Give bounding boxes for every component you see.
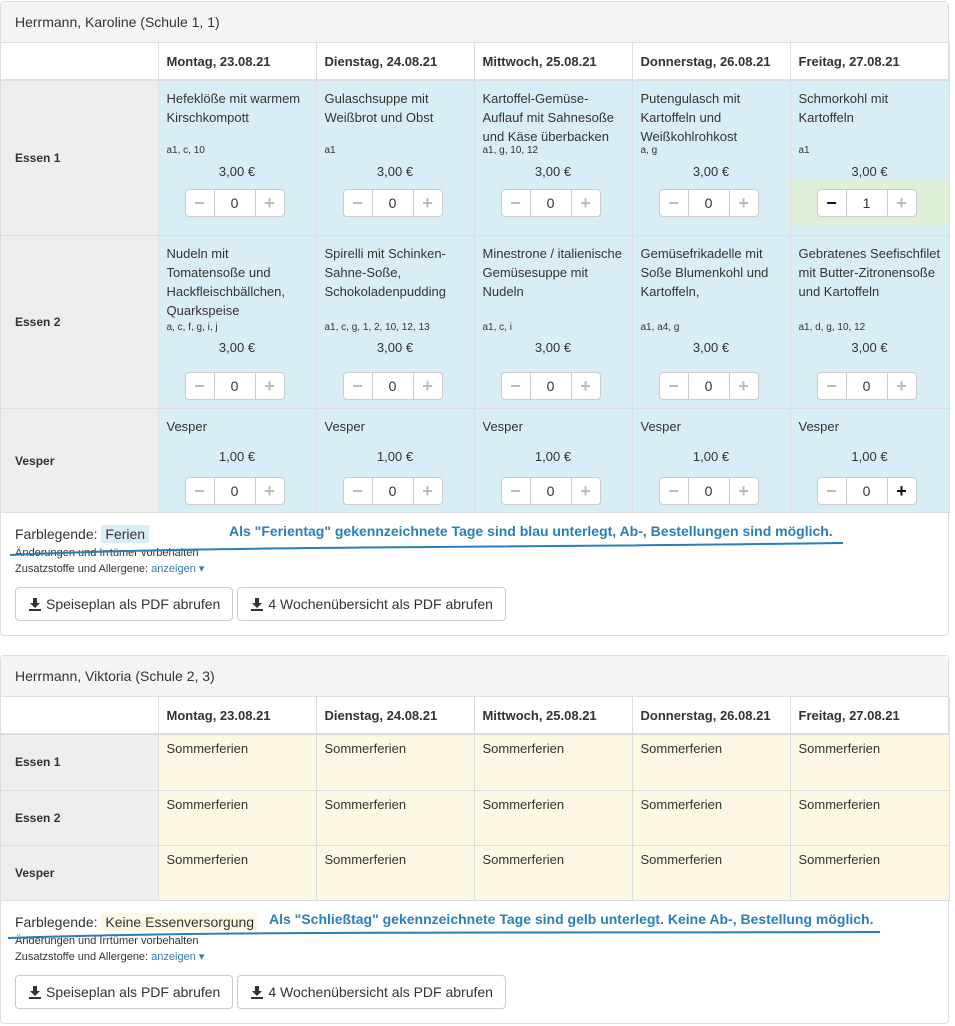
increment-button[interactable]: + [413, 189, 443, 217]
meal-cell [158, 80, 316, 236]
quantity-input[interactable]: 0 [847, 372, 887, 400]
meal-name: Vesper [166, 419, 207, 434]
meal-price: 3,00 € [218, 340, 256, 355]
quantity-stepper [817, 372, 941, 400]
quantity-input[interactable]: 0 [373, 372, 413, 400]
meal-price: 3,00 € [692, 164, 730, 179]
closed-day-cell: Sommerferien [790, 845, 949, 900]
increment-button[interactable]: + [729, 372, 759, 400]
meal-name: Spirelli mit Schinken-Sahne-Soße, Schokoladenpudding [324, 246, 446, 299]
increment-button[interactable]: + [571, 372, 601, 400]
meal-price: 3,00 € [692, 340, 730, 355]
meal-cell [316, 236, 474, 409]
legend-badge-closed: Keine Essenversorgung [101, 913, 258, 931]
meal-cell [790, 80, 949, 236]
quantity-stepper [185, 372, 309, 400]
meal-price: 1,00 € [534, 449, 572, 464]
closed-day-cell: Sommerferien [316, 790, 474, 845]
meal-price: 1,00 € [218, 449, 256, 464]
quantity-stepper [343, 189, 467, 217]
quantity-input[interactable]: 0 [689, 477, 729, 505]
four-week-pdf-label: 4 Wochenübersicht als PDF abrufen [268, 596, 493, 612]
meal-cell [474, 80, 632, 236]
meal-name: Hefeklöße mit warmem Kirschkompott [166, 91, 301, 125]
decrement-button[interactable]: − [659, 189, 689, 217]
decrement-button[interactable]: − [659, 477, 689, 505]
day-header: Montag, 23.08.21 [158, 697, 316, 734]
meal-name: Gebratenes Seefischfilet mit Butter-Zitronensoße und Kartoffeln [798, 246, 941, 299]
download-icon [250, 985, 264, 999]
quantity-input[interactable]: 0 [531, 189, 571, 217]
meal-name: Minestrone / italienische Gemüsesuppe mit Nudeln [482, 246, 622, 299]
decrement-button[interactable]: − [817, 372, 847, 400]
quantity-stepper [501, 477, 625, 505]
legend-badge-ferien: Ferien [101, 525, 149, 543]
quantity-input[interactable]: 0 [215, 372, 255, 400]
allergen-codes: a, g [640, 145, 658, 156]
quantity-input[interactable]: 1 [847, 189, 887, 217]
annotation-closed: Als "Schließtag" gekennzeichnete Tage sind gelb unterlegt. Keine Ab-, Bestellung möglich. [269, 910, 874, 927]
download-icon [28, 597, 42, 611]
additives-label: Zusatzstoffe und Allergene: [15, 950, 149, 963]
additives-line [15, 949, 934, 965]
legend-label: Farblegende: [15, 526, 98, 542]
allergen-codes: a1 [324, 145, 336, 156]
meal-price: 3,00 € [534, 340, 572, 355]
increment-button[interactable]: + [413, 372, 443, 400]
increment-button[interactable]: + [887, 477, 917, 505]
meal-cell [316, 409, 474, 513]
additives-toggle-link[interactable]: anzeigen ▾ [151, 563, 205, 575]
quantity-stepper [185, 477, 309, 505]
meal-name: Nudeln mit Tomatensoße und Hackfleischbällchen, Quarkspeise [166, 246, 286, 318]
additives-toggle-link[interactable]: anzeigen ▾ [151, 950, 205, 963]
quantity-stepper [343, 372, 467, 400]
four-week-pdf-button[interactable] [237, 587, 506, 621]
meal-price: 3,00 € [534, 164, 572, 179]
disclaimer: Änderungen und Irrtümer vorbehalten [15, 547, 199, 559]
quantity-input[interactable]: 0 [215, 189, 255, 217]
speiseplan-pdf-label: Speiseplan als PDF abrufen [46, 983, 221, 1000]
quantity-input[interactable]: 0 [689, 372, 729, 400]
decrement-button[interactable]: − [501, 372, 531, 400]
meal-cell [316, 80, 474, 236]
row-label: Essen 1 [1, 80, 158, 236]
closed-day-cell: Sommerferien [474, 734, 632, 790]
meal-price: 3,00 € [218, 164, 256, 179]
child-2-title: Herrmann, Viktoria (Schule 2, 3) [1, 656, 948, 697]
row-label: Essen 2 [1, 790, 158, 845]
quantity-input[interactable]: 0 [531, 477, 571, 505]
meal-price: 3,00 € [851, 340, 888, 355]
row-label: Essen 2 [1, 236, 158, 409]
quantity-stepper [659, 477, 783, 505]
disclaimer: Änderungen und Irrtümer vorbehalten [15, 934, 199, 947]
decrement-button[interactable]: − [343, 477, 373, 505]
child-panel-1 [0, 1, 949, 636]
meal-cell [158, 409, 316, 513]
speiseplan-pdf-button[interactable] [15, 975, 233, 1009]
download-icon [28, 985, 42, 999]
quantity-input[interactable]: 0 [215, 477, 255, 505]
meal-price: 1,00 € [851, 449, 888, 464]
meal-cell [158, 236, 316, 409]
allergen-codes: a1, c, i [482, 322, 512, 333]
meal-name: Vesper [640, 419, 681, 434]
decrement-button[interactable]: − [817, 189, 847, 217]
meal-name: Vesper [324, 419, 365, 434]
quantity-stepper [185, 189, 309, 217]
closed-day-cell: Sommerferien [316, 734, 474, 790]
closed-day-cell: Sommerferien [158, 845, 316, 900]
quantity-input[interactable]: 0 [531, 372, 571, 400]
meal-cell [632, 409, 790, 513]
increment-button[interactable]: + [571, 477, 601, 505]
increment-button[interactable]: + [413, 477, 443, 505]
day-header: Dienstag, 24.08.21 [316, 697, 474, 734]
meal-price: 1,00 € [376, 449, 414, 464]
closed-day-cell: Sommerferien [632, 734, 790, 790]
decrement-button[interactable]: − [185, 477, 215, 505]
quantity-stepper [659, 189, 783, 217]
row-label: Vesper [1, 845, 158, 900]
download-icon [250, 597, 264, 611]
quantity-stepper [501, 189, 625, 217]
row-label: Essen 1 [1, 734, 158, 790]
closed-day-cell: Sommerferien [790, 790, 949, 845]
increment-button[interactable]: + [255, 189, 285, 217]
legend-area-2 [1, 901, 948, 1009]
closed-day-cell: Sommerferien [790, 734, 949, 790]
decrement-button[interactable]: − [343, 189, 373, 217]
meal-cell [632, 236, 790, 409]
increment-button[interactable]: + [887, 372, 917, 400]
day-header: Freitag, 27.08.21 [790, 43, 949, 80]
day-header: Donnerstag, 26.08.21 [632, 43, 790, 80]
decrement-button[interactable]: − [501, 189, 531, 217]
legend-area-1 [1, 513, 948, 621]
allergen-codes: a1, g, 10, 12 [482, 145, 539, 156]
quantity-stepper [817, 477, 941, 505]
decrement-button[interactable]: − [185, 189, 215, 217]
day-header: Dienstag, 24.08.21 [316, 43, 474, 80]
quantity-input[interactable]: 0 [373, 477, 413, 505]
allergen-codes: a1, c, g, 1, 2, 10, 12, 13 [324, 322, 430, 333]
meal-name: Kartoffel-Gemüse-Auflauf mit Sahnesoße und Käse überbacken [482, 91, 615, 144]
meal-cell [790, 409, 949, 513]
meal-cell [474, 409, 632, 513]
day-header: Donnerstag, 26.08.21 [632, 697, 790, 734]
quantity-stepper [501, 372, 625, 400]
allergen-codes: a, c, f, g, i, j [166, 322, 218, 333]
quantity-stepper [817, 189, 941, 217]
allergen-codes: a1, d, g, 10, 12 [798, 322, 866, 333]
quantity-input[interactable]: 0 [689, 189, 729, 217]
legend-label: Farblegende: [15, 913, 98, 930]
closed-day-cell: Sommerferien [158, 734, 316, 790]
closed-day-cell: Sommerferien [316, 845, 474, 900]
meal-name: Putengulasch mit Kartoffeln und Weißkohlrohkost [640, 91, 741, 144]
meal-cell [632, 80, 790, 236]
increment-button[interactable]: + [255, 372, 285, 400]
allergen-codes: a1, c, 10 [166, 145, 205, 156]
allergen-codes: a1, a4, g [640, 322, 680, 333]
corner-header [1, 43, 158, 80]
day-header: Mittwoch, 25.08.21 [474, 43, 632, 80]
closed-day-cell: Sommerferien [632, 845, 790, 900]
child-1-title: Herrmann, Karoline (Schule 1, 1) [1, 2, 948, 43]
four-week-pdf-label: 4 Wochenübersicht als PDF abrufen [268, 983, 493, 1000]
closed-day-cell: Sommerferien [632, 790, 790, 845]
annotation-ferien: Als "Ferientag" gekennzeichnete Tage sind blau unterlegt, Ab-, Bestellungen sind möglich. [229, 523, 833, 539]
speiseplan-pdf-label: Speiseplan als PDF abrufen [46, 596, 221, 612]
quantity-input[interactable]: 0 [373, 189, 413, 217]
meal-name: Gulaschsuppe mit Weißbrot und Obst [324, 91, 434, 125]
day-header: Freitag, 27.08.21 [790, 697, 949, 734]
increment-button[interactable]: + [255, 477, 285, 505]
meal-price: 3,00 € [851, 164, 888, 179]
decrement-button[interactable]: − [817, 477, 847, 505]
increment-button[interactable]: + [729, 189, 759, 217]
speiseplan-pdf-button[interactable] [15, 587, 233, 621]
meal-cell [474, 236, 632, 409]
closed-day-cell: Sommerferien [474, 790, 632, 845]
day-header: Mittwoch, 25.08.21 [474, 697, 632, 734]
child-panel-2 [0, 655, 949, 1024]
quantity-stepper [659, 372, 783, 400]
meal-plan-table-1 [1, 43, 950, 513]
closed-day-cell: Sommerferien [474, 845, 632, 900]
decrement-button[interactable]: − [343, 372, 373, 400]
meal-price: 1,00 € [692, 449, 730, 464]
meal-name: Gemüsefrikadelle mit Soße Blumenkohl und Kartoffeln, [640, 246, 769, 299]
additives-label: Zusatzstoffe und Allergene: [15, 563, 149, 575]
row-label: Vesper [1, 409, 158, 513]
meal-name: Vesper [798, 419, 839, 434]
closed-day-cell: Sommerferien [158, 790, 316, 845]
decrement-button[interactable]: − [659, 372, 689, 400]
meal-price: 3,00 € [376, 340, 414, 355]
corner-header [1, 697, 158, 734]
meal-cell [790, 236, 949, 409]
decrement-button[interactable]: − [501, 477, 531, 505]
increment-button[interactable]: + [887, 189, 917, 217]
four-week-pdf-button[interactable] [237, 975, 506, 1009]
meal-plan-table-2 [1, 697, 950, 901]
increment-button[interactable]: + [729, 477, 759, 505]
additives-line [15, 561, 934, 577]
allergen-codes: a1 [798, 145, 810, 156]
meal-name: Schmorkohl mit Kartoffeln [798, 91, 889, 125]
increment-button[interactable]: + [571, 189, 601, 217]
meal-price: 3,00 € [376, 164, 414, 179]
quantity-input[interactable]: 0 [847, 477, 887, 505]
decrement-button[interactable]: − [185, 372, 215, 400]
day-header: Montag, 23.08.21 [158, 43, 316, 80]
meal-name: Vesper [482, 419, 523, 434]
quantity-stepper [343, 477, 467, 505]
